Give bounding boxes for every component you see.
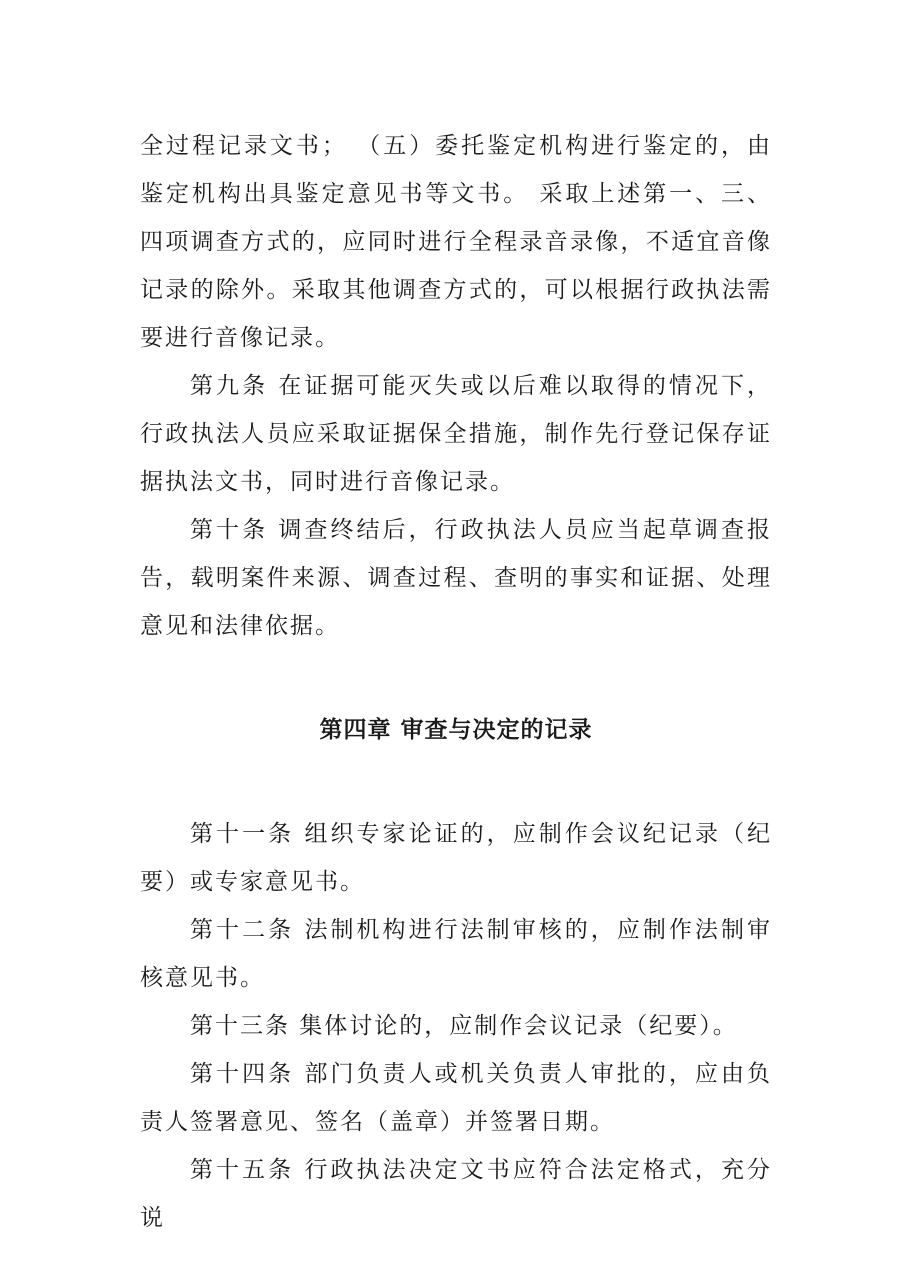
- paragraph-article-11: 第十一条 组织专家论证的，应制作会议纪记录（纪要）或专家意见书。: [140, 821, 772, 895]
- paragraph-continuation: 全过程记录文书； （五）委托鉴定机构进行鉴定的，由鉴定机构出具鉴定意见书等文书。 采取上述第一、三、四项调查方式的，应同时进行全程录音录像，不适宜音像记录的除外。采取其他调查方式的，可以根据行政执法需要进行音像记录。: [140, 133, 772, 351]
- document-body: [140, 122, 772, 1242]
- chapter-heading: 第四章 审查与决定的记录: [319, 717, 593, 743]
- paragraph-article-12: 第十二条 法制机构进行法制审核的，应制作法制审核意见书。: [140, 917, 772, 991]
- paragraph-article-14: 第十四条 部门负责人或机关负责人审批的，应由负责人签署意见、签名（盖章）并签署日期。: [140, 1061, 772, 1135]
- paragraph-article-13: 第十三条 集体讨论的，应制作会议记录（纪要）。: [190, 1013, 738, 1039]
- paragraph-article-9: 第九条 在证据可能灭失或以后难以取得的情况下，行政执法人员应采取证据保全措施，制作先行登记保存证据执法文书，同时进行音像记录。: [140, 373, 772, 495]
- paragraph-article-10: 第十条 调查终结后，行政执法人员应当起草调查报告，载明案件来源、调查过程、查明的事实和证据、处理意见和法律依据。: [140, 517, 772, 639]
- paragraph-article-15: 第十五条 行政执法决定文书应符合法定格式，充分说: [140, 1157, 772, 1231]
